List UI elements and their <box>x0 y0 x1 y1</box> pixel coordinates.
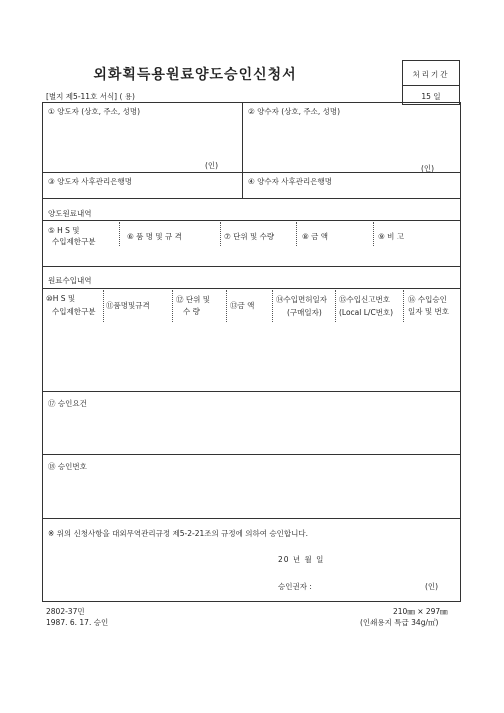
import-col-license-2: (구매일자) <box>287 308 322 317</box>
form-title: 외화획득용원료양도승인신청서 <box>93 67 297 83</box>
transfer-col-sep-3 <box>296 222 297 246</box>
import-col-sep-4 <box>272 290 273 322</box>
import-col-sep-5 <box>335 290 336 322</box>
approver-seal: (인) <box>425 582 439 591</box>
transferee-seal: (인) <box>421 164 435 173</box>
transfer-col-remarks: ⑨ 비 고 <box>378 232 404 241</box>
transfer-col-sep-4 <box>373 222 374 246</box>
form-number: [별지 제5-11호 서식] ( 용) <box>46 92 135 101</box>
declaration-text: ※ 위의 신청사항을 대외무역관리규정 제5-2-21조의 규정에 의하여 승인합니다. <box>48 529 308 538</box>
import-col-sep-6 <box>403 290 404 322</box>
footer-date: 1987. 6. 17. 승인 <box>46 618 109 627</box>
divider-5 <box>43 288 460 289</box>
transferee-bank-label: ④ 양수자 사후관리은행명 <box>248 177 332 186</box>
footer-code: 2802-37민 <box>46 607 85 616</box>
import-col-hs-1: ⑩H S 및 <box>46 294 76 303</box>
processing-divider <box>403 85 459 86</box>
divider-4 <box>43 266 460 267</box>
transferor-seal: (인) <box>205 161 219 170</box>
divider-2 <box>43 198 460 199</box>
import-col-report-1: ⑮수입신고번호 <box>339 295 390 304</box>
import-col-amount: ⑬금 액 <box>230 301 255 310</box>
approval-requirements-label: ⑰ 승인요건 <box>48 399 87 408</box>
transferor-label: ① 양도자 (상호, 주소, 성명) <box>48 107 141 116</box>
divider-8 <box>43 518 460 519</box>
approver-label: 승인권자 : <box>278 582 312 591</box>
footer-size: 210㎜ × 297㎜ <box>393 607 448 616</box>
import-col-sep-2 <box>172 290 173 322</box>
transfer-details-heading: 양도원료내역 <box>48 209 92 218</box>
transferee-label: ② 양수자 (상호, 주소, 성명) <box>248 107 341 116</box>
import-col-sep-1 <box>103 290 104 322</box>
import-col-unit-1: ⑫ 단위 및 <box>176 295 211 304</box>
import-col-approval-1: ⑯ 수입승인 <box>408 295 447 304</box>
import-col-sep-3 <box>226 290 227 322</box>
transfer-col-name: ⑥ 품 명 및 규 격 <box>127 232 182 241</box>
footer-paper: (인쇄용지 특급 34g/㎡) <box>360 618 439 627</box>
processing-period-label: 처리기간 <box>412 70 450 79</box>
processing-period-box <box>402 60 460 105</box>
import-col-approval-2: 일자 및 번호 <box>408 307 449 316</box>
import-col-hs-2: 수입제한구분 <box>52 307 96 316</box>
import-details-heading: 원료수입내역 <box>48 276 92 285</box>
divider-3 <box>43 220 460 221</box>
transferor-bank-label: ③ 양도자 사후관리은행명 <box>48 177 132 186</box>
transfer-col-amount: ⑧ 금 액 <box>302 232 328 241</box>
processing-period-value: 15 일 <box>421 92 441 101</box>
declaration-date: 20 년 월 일 <box>278 555 325 564</box>
divider-7 <box>43 454 460 455</box>
transfer-col-sep-1 <box>119 222 120 246</box>
parties-divider <box>242 103 243 198</box>
form-frame <box>42 102 461 602</box>
import-col-license-1: ⑭수입면허일자 <box>276 295 327 304</box>
approval-number-label: ⑱ 승인번호 <box>48 462 87 471</box>
divider-6 <box>43 391 460 392</box>
divider-1 <box>43 172 460 173</box>
import-col-unit-2: 수 량 <box>183 307 200 316</box>
transfer-col-hs-2: 수입제한구분 <box>52 237 96 246</box>
import-col-report-2: (Local L/C번호) <box>339 308 394 317</box>
transfer-col-unit-qty: ⑦ 단위 및 수량 <box>224 232 275 241</box>
transfer-col-sep-2 <box>220 222 221 246</box>
import-col-name: ⑪품명및규격 <box>106 301 150 310</box>
transfer-col-hs-1: ⑤ H S 및 <box>48 226 80 235</box>
